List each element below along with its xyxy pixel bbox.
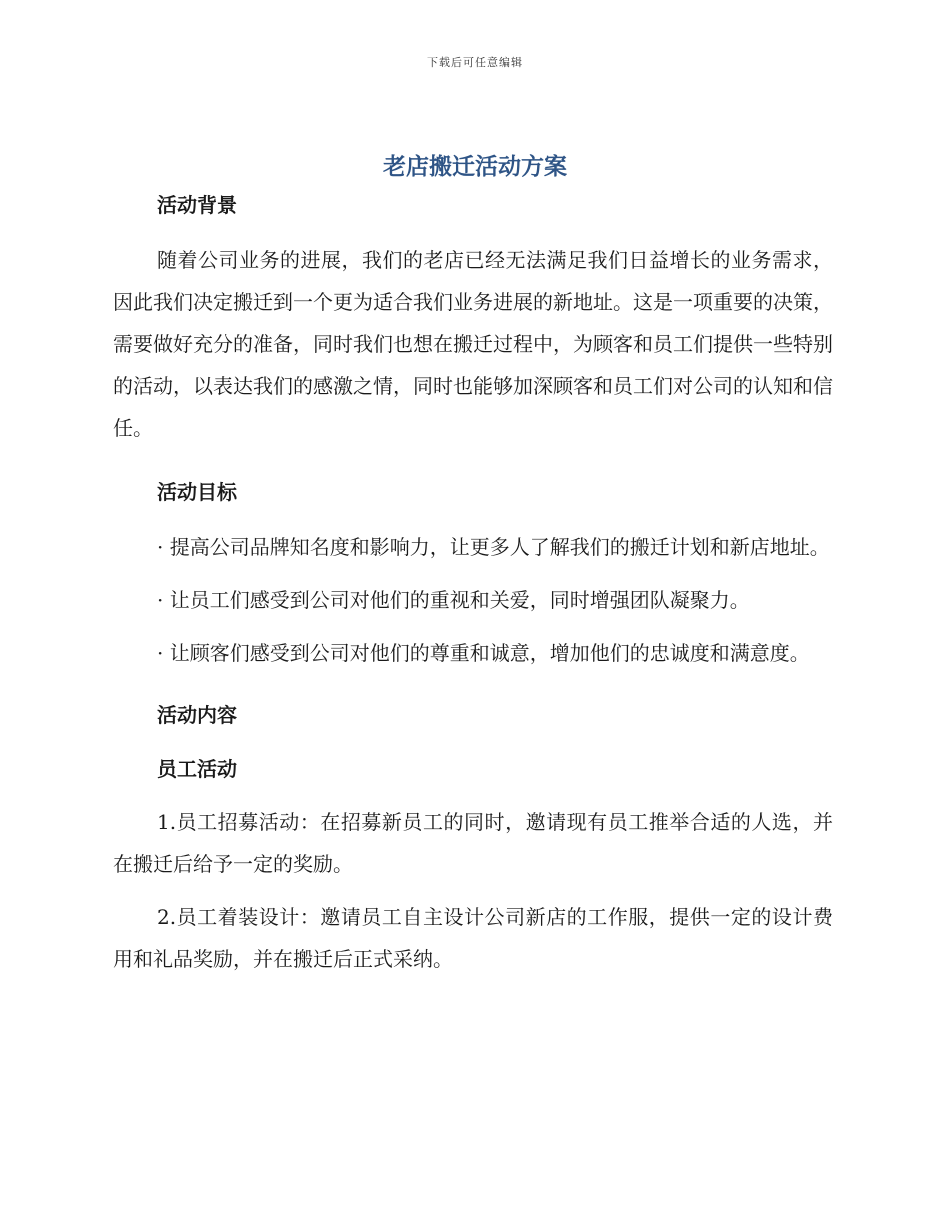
subsection-heading-staff: 员工活动 (157, 757, 237, 781)
goal-item: · 提高公司品牌知名度和影响力，让更多人了解我们的搬迁计划和新店地址。 (157, 535, 830, 559)
background-paragraph: 随着公司业务的进展，我们的老店已经无法满足我们日益增长的业务需求，因此我们决定搬迁到一个更为适合我们业务进展的新地址。这是一项重要的决策，需要做好充分的准备，同时我们也想在搬迁过程中，为顾客和员工们提供一些特别的活动，以表达我们的感激之情，同时也能够加深顾客和员工们对公司的认知和信任。 (113, 248, 833, 440)
section-heading-background: 活动背景 (157, 193, 237, 217)
document-title: 老店搬迁活动方案 (383, 154, 567, 180)
staff-activity-item: 2.员工着装设计：邀请员工自主设计公司新店的工作服，提供一定的设计费用和礼品奖励，并在搬迁后正式采纳。 (113, 905, 833, 971)
goal-item: · 让员工们感受到公司对他们的重视和关爱，同时增强团队凝聚力。 (157, 588, 750, 612)
section-heading-goals: 活动目标 (157, 480, 237, 504)
section-heading-content: 活动内容 (157, 703, 237, 727)
staff-activity-item: 1.员工招募活动：在招募新员工的同时，邀请现有员工推举合适的人选，并在搬迁后给予一定的奖励。 (113, 810, 833, 876)
page-header-note: 下载后可任意编辑 (427, 56, 523, 69)
document-body (113, 190, 833, 980)
goal-item: · 让顾客们感受到公司对他们的尊重和诚意，增加他们的忠诚度和满意度。 (157, 641, 810, 665)
